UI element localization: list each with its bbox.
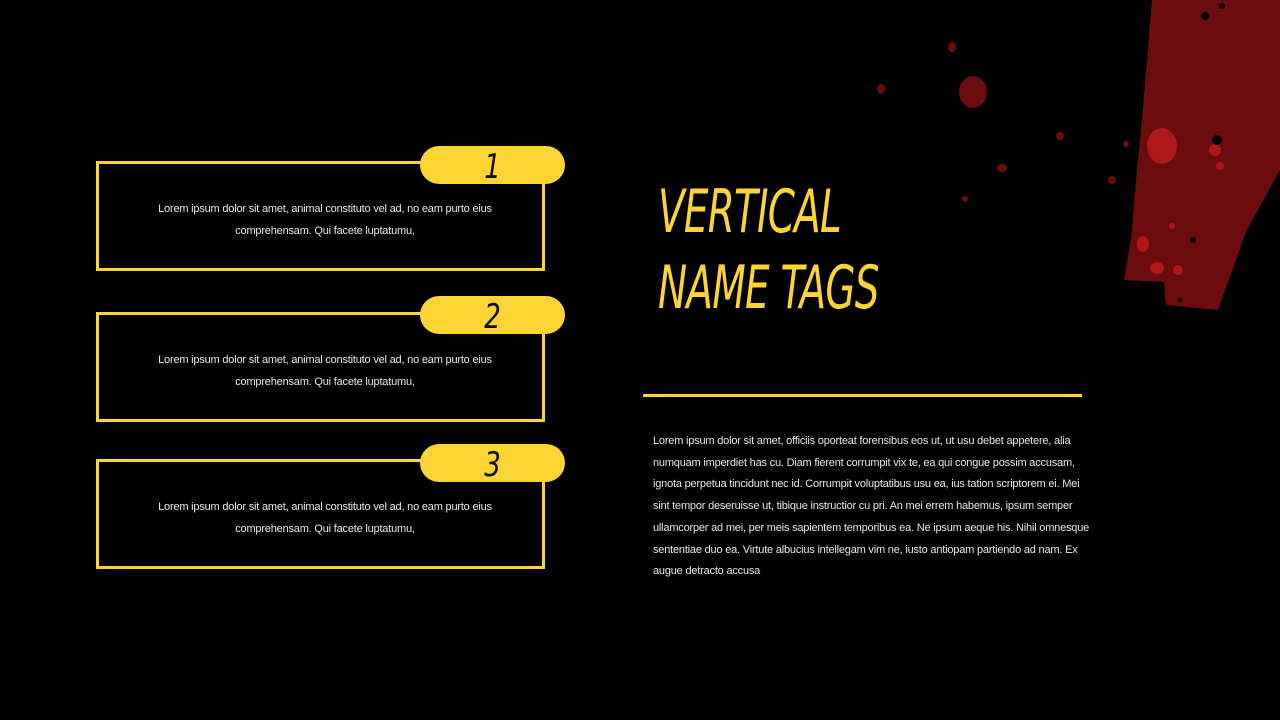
tag-2-number: 2 — [484, 297, 501, 337]
tag-3-number: 3 — [484, 445, 501, 485]
title-divider — [643, 394, 1082, 397]
tag-1-number: 1 — [484, 147, 501, 187]
tag-3-text: Lorem ipsum dolor sit amet, animal constituto vel ad, no eam purto eius comprehensam. Qui facete luptatumu, — [158, 501, 492, 535]
tag-3-number-badge — [420, 444, 565, 485]
red-paint-splash-icon — [860, 0, 1280, 320]
slide-title — [658, 174, 896, 326]
tag-2-text: Lorem ipsum dolor sit amet, animal constituto vel ad, no eam purto eius comprehensam. Qui facete luptatumu, — [158, 354, 492, 388]
tag-2-number-badge — [420, 296, 565, 337]
tag-1-text: Lorem ipsum dolor sit amet, animal constituto vel ad, no eam purto eius comprehensam. Qui facete luptatumu, — [158, 203, 492, 237]
tag-1-number-badge — [420, 146, 565, 187]
slide-title-line-2: NAME TAGS — [658, 253, 879, 323]
slide-title-line-1: VERTICAL — [658, 177, 841, 247]
slide-body-text: Lorem ipsum dolor sit amet, officiis oporteat forensibus eos ut, ut usu debet appetere, alia numquam imperdiet has cu. Diam fierent corrumpit vix te, ea qui congue possim accusam, ignota perpetua tincidunt nec id. Corrumpit voluptatibus usu ea, ius tation scriptorem ei. Mei sint tempor deseruisse ut, tibique instructior cu pri. An mei errem habemus, ipsum semper ullamcorper ad mei, per meis sapientem temporibus ea. Ne ipsum aeque his. Nihil omnesque sententiae duo ea. Virtute albucius intellegam vim ne, iusto antiopam partiendo ad nam. Ex augue detracto accusa — [653, 435, 1090, 578]
